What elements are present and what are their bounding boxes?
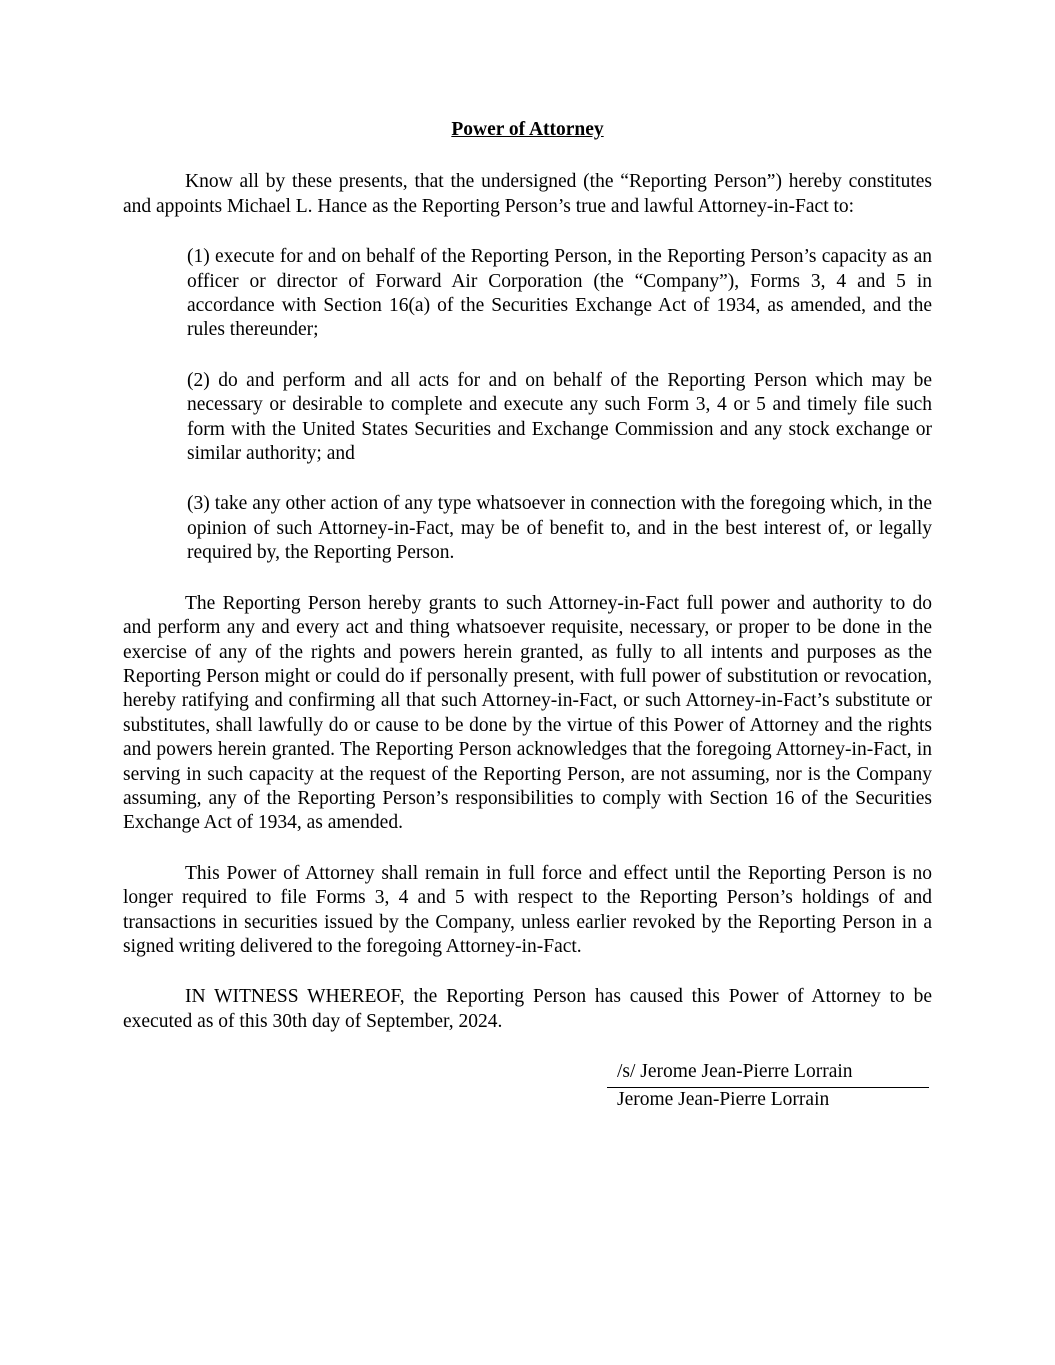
paragraph-grant-of-power: The Reporting Person hereby grants to such Attorney-in-Fact full power and authority to do and perform any and every act and thing whatsoever requisite, necessary, or proper to be done in the exercise of any of the rights and powers herein granted, as fully to all intents and purposes as the Reporting Person might or could do if personally present, with full power of substitution or revocation, hereby ratifying and confirming all that such Attorney-in-Fact, or such Attorney-in-Fact’s substitute or substitutes, shall lawfully do or cause to be done by the virtue of this Power of Attorney and the rights and powers herein granted. The Reporting Person acknowledges that the foregoing Attorney-in-Fact, in serving in such capacity at the request of the Reporting Person, are not assuming, nor is the Company assuming, any of the Reporting Person’s responsibilities to comply with Section 16 of the Securities Exchange Act of 1934, as amended. [123, 592, 932, 834]
signature-block [607, 1060, 929, 1112]
signature-printed-name: Jerome Jean-Pierre Lorrain [617, 1088, 830, 1110]
paragraph-intro: Know all by these presents, that the undersigned (the “Reporting Person”) hereby constitutes and appoints Michael L. Hance as the Reporting Person’s true and lawful Attorney-in-Fact to: [123, 171, 932, 217]
numbered-item-1: (1) execute for and on behalf of the Reporting Person, in the Reporting Person’s capacity as an officer or director of Forward Air Corporation (the “Company”), Forms 3, 4 and 5 in accordance with Section 16(a) of the Securities Exchange Act of 1934, as amended, and the rules thereunder; [187, 246, 932, 341]
numbered-item-2: (2) do and perform and all acts for and on behalf of the Reporting Person which may be necessary or desirable to complete and execute any such Form 3, 4 or 5 and timely file such form with the United States Securities and Exchange Commission and any stock exchange or similar authority; and [187, 369, 932, 465]
signature-conformed: /s/ Jerome Jean-Pierre Lorrain [607, 1060, 929, 1087]
paragraph-duration: This Power of Attorney shall remain in full force and effect until the Reporting Person is no longer required to file Forms 3, 4 and 5 with respect to the Reporting Person’s holdings of and transactions in securities issued by the Company, unless earlier revoked by the Reporting Person in a signed writing delivered to the foregoing Attorney-in-Fact. [123, 862, 932, 957]
numbered-item-3: (3) take any other action of any type whatsoever in connection with the foregoing which, in the opinion of such Attorney-in-Fact, may be of benefit to, and in the best interest of, or legally required by, the Reporting Person. [187, 493, 932, 564]
paragraph-witness: IN WITNESS WHEREOF, the Reporting Person has caused this Power of Attorney to be executed as of this 30th day of September, 2024. [123, 986, 932, 1032]
document-title: Power of Attorney [451, 119, 604, 140]
